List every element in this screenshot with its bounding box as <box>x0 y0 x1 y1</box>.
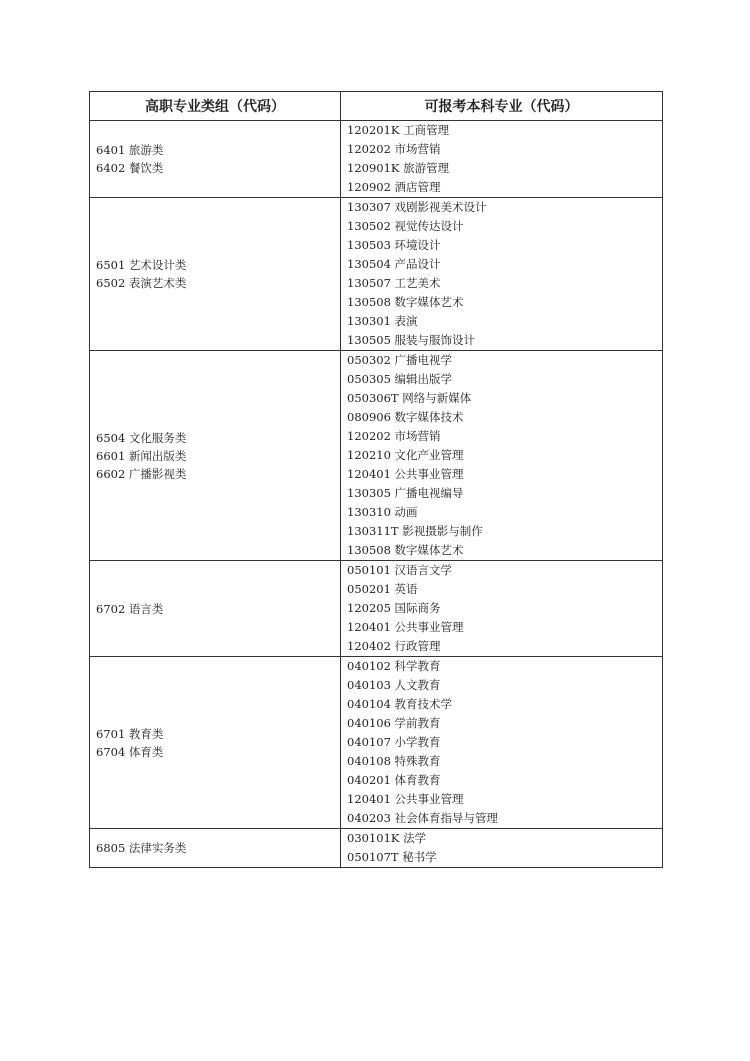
group-item: 6701 教育类 <box>96 726 164 741</box>
table-row <box>90 121 663 198</box>
major-item: 050201 英语 <box>347 582 418 596</box>
group-item: 6504 文化服务类 <box>96 430 187 445</box>
major-item: 120401 公共事业管理 <box>347 620 464 634</box>
major-item: 120205 国际商务 <box>347 601 441 615</box>
major-item: 040103 人文教育 <box>347 678 441 692</box>
major-item: 120202 市场营销 <box>347 429 441 443</box>
major-item: 130311T 影视摄影与制作 <box>347 524 483 538</box>
group-item: 6704 体育类 <box>96 744 164 759</box>
major-list-cell <box>341 657 663 829</box>
group-item: 6401 旅游类 <box>96 143 164 157</box>
major-list-cell <box>341 121 663 198</box>
table-row <box>90 561 663 657</box>
major-item: 120201K 工商管理 <box>347 123 450 137</box>
major-item: 040108 特殊教育 <box>347 754 441 768</box>
major-list-cell <box>341 561 663 657</box>
table-row <box>90 829 663 868</box>
group-item: 6805 法律实务类 <box>96 841 187 855</box>
major-item: 120202 市场营销 <box>347 142 441 156</box>
vocational-group-cell <box>90 121 341 198</box>
major-list-cell <box>341 198 663 351</box>
major-item: 040106 学前教育 <box>347 716 441 730</box>
major-item: 040102 科学教育 <box>347 659 441 673</box>
major-item: 050302 广播电视学 <box>347 353 453 367</box>
major-item: 130508 数字媒体艺术 <box>347 295 464 309</box>
vocational-group-cell <box>90 351 341 561</box>
major-item: 050305 编辑出版学 <box>347 372 453 386</box>
group-item: 6402 餐饮类 <box>96 161 164 175</box>
major-item: 120210 文化产业管理 <box>347 448 464 462</box>
vocational-group-cell <box>90 561 341 657</box>
major-list-cell <box>341 829 663 868</box>
group-item: 6501 艺术设计类 <box>96 258 187 272</box>
majors-table <box>89 91 663 868</box>
major-item: 050306T 网络与新媒体 <box>347 391 472 405</box>
group-item: 6601 新闻出版类 <box>96 448 187 463</box>
major-item: 080906 数字媒体技术 <box>347 410 464 424</box>
major-item: 130502 视觉传达设计 <box>347 219 464 233</box>
major-list-cell <box>341 351 663 561</box>
vocational-group-cell <box>90 198 341 351</box>
major-item: 130305 广播电视编导 <box>347 486 464 500</box>
major-item: 130504 产品设计 <box>347 257 441 271</box>
major-item: 130505 服装与服饰设计 <box>347 333 476 347</box>
vocational-group-cell <box>90 657 341 829</box>
group-item: 6502 表演艺术类 <box>96 276 187 290</box>
major-item: 030101K 法学 <box>347 831 427 845</box>
table-header-row <box>90 92 663 121</box>
major-item: 120401 公共事业管理 <box>347 467 464 481</box>
major-item: 130507 工艺美术 <box>347 276 441 290</box>
vocational-group-cell <box>90 829 341 868</box>
major-item: 130301 表演 <box>347 314 418 328</box>
major-item: 050101 汉语言文学 <box>347 563 453 577</box>
header-undergraduate-major: 可报考本科专业（代码） <box>341 92 663 121</box>
major-item: 120902 酒店管理 <box>347 180 441 194</box>
major-item: 130508 数字媒体艺术 <box>347 543 464 557</box>
major-item: 120401 公共事业管理 <box>347 792 464 806</box>
major-item: 130310 动画 <box>347 505 418 519</box>
major-item: 050107T 秘书学 <box>347 850 437 864</box>
group-item: 6702 语言类 <box>96 601 164 616</box>
major-item: 040104 教育技术学 <box>347 697 453 711</box>
table-row <box>90 657 663 829</box>
major-item: 040107 小学教育 <box>347 735 441 749</box>
group-item: 6602 广播影视类 <box>96 466 187 481</box>
table-row <box>90 351 663 561</box>
table-row <box>90 198 663 351</box>
major-item: 040203 社会体育指导与管理 <box>347 811 499 825</box>
header-vocational-group: 高职专业类组（代码） <box>90 92 341 121</box>
major-item: 130307 戏剧影视美术设计 <box>347 200 487 214</box>
major-item: 120901K 旅游管理 <box>347 161 450 175</box>
major-item: 040201 体育教育 <box>347 773 441 787</box>
major-item: 130503 环境设计 <box>347 238 441 252</box>
major-item: 120402 行政管理 <box>347 639 441 653</box>
